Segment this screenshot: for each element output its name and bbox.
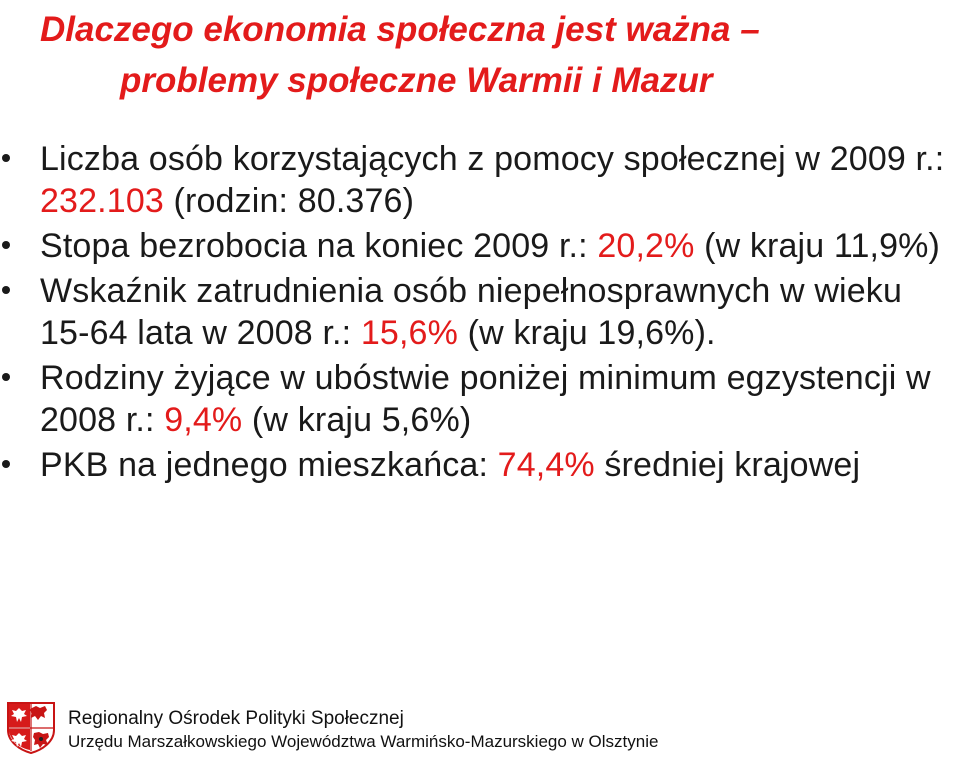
- bullet-highlight-value: 74,4%: [497, 446, 595, 484]
- bullet-text: Liczba osób korzystających z pomocy społecznej w 2009 r.:: [40, 140, 945, 178]
- bullet-dot-icon: [2, 154, 10, 162]
- bullet-text: Wskaźnik zatrudnienia osób niepełnosprawnych w wieku 15-64 lata w 2008 r.:: [40, 272, 903, 352]
- bullet-text: Rodziny żyjące w ubóstwie poniżej minimum egzystencji w 2008 r.:: [40, 359, 931, 439]
- bullet-dot-icon: [2, 241, 10, 249]
- bullet-highlight-value: 20,2%: [597, 227, 695, 265]
- bullet-text: (w kraju 5,6%): [242, 401, 472, 439]
- footer-organization-parent: Urzędu Marszałkowskiego Województwa Warmińsko-Mazurskiego w Olsztynie: [68, 732, 659, 751]
- bullet-text: (w kraju 11,9%): [694, 227, 941, 265]
- slide-title-line2: problemy społeczne Warmii i Mazur: [120, 61, 713, 100]
- bullet-disabled-employment: [0, 270, 960, 354]
- bullet-highlight-value: 232.103: [40, 182, 164, 220]
- bullet-social-assistance: [0, 138, 960, 222]
- bullet-poverty-families: [0, 357, 960, 441]
- bullet-dot-icon: [2, 286, 10, 294]
- bullet-text: (rodzin: 80.376): [163, 182, 415, 220]
- bullet-gdp-per-capita: [0, 444, 960, 486]
- bullet-text: średniej krajowej: [594, 446, 861, 484]
- footer-organization-name: Regionalny Ośrodek Polityki Społecznej: [68, 708, 404, 729]
- bullet-unemployment-rate: [0, 225, 960, 267]
- statistics-bullet-list: [0, 138, 960, 486]
- bullet-text: (w kraju 19,6%).: [458, 314, 716, 352]
- footer: [0, 700, 960, 759]
- bullet-highlight-value: 15,6%: [360, 314, 458, 352]
- slide-title-line1: Dlaczego ekonomia społeczna jest ważna –: [40, 10, 760, 49]
- bullet-highlight-value: 9,4%: [164, 401, 243, 439]
- bullet-dot-icon: [2, 460, 10, 468]
- bullet-dot-icon: [2, 373, 10, 381]
- bullet-text: PKB na jednego mieszkańca:: [40, 446, 498, 484]
- bullet-text: Stopa bezrobocia na koniec 2009 r.:: [40, 227, 598, 265]
- coat-of-arms-icon: [4, 700, 58, 754]
- slide-title: [40, 4, 940, 106]
